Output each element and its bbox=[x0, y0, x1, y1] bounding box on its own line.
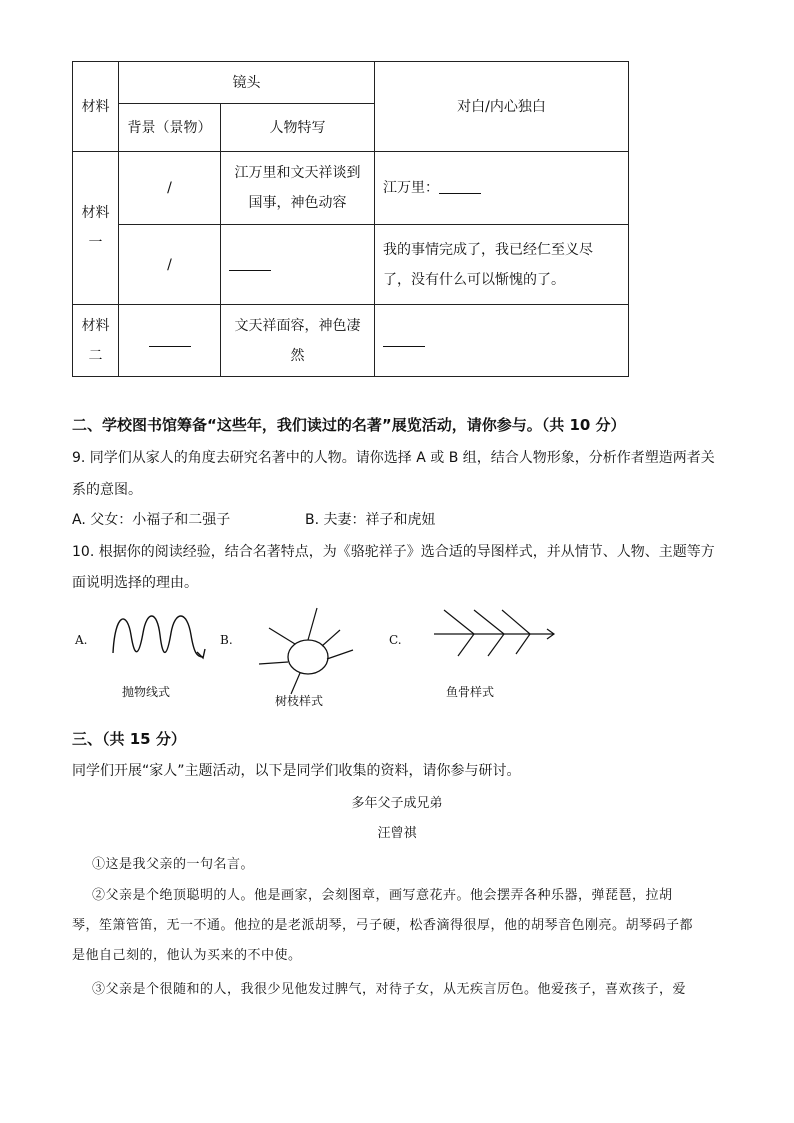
r1-character: 江万里和文天祥谈到国事，神色动容 bbox=[221, 152, 375, 225]
r3-character: 文天祥面容，神色凄然 bbox=[221, 305, 375, 377]
diagram-c-caption: 鱼骨样式 bbox=[446, 685, 495, 699]
option-a: A. 父女：小福子和二强子 bbox=[72, 512, 231, 528]
r3-dialogue bbox=[375, 305, 629, 377]
option-b: B. 夫妻：祥子和虎妞 bbox=[305, 512, 436, 528]
paragraph-1: ①这是我父亲的一句名言。 bbox=[92, 857, 255, 872]
q10-line2: 面说明选择的理由。 bbox=[72, 575, 198, 591]
paragraph-2-line3: 是他自己刻的，他认为买来的不中使。 bbox=[72, 948, 302, 963]
material-header: 材料 bbox=[73, 62, 119, 152]
answer-blank[interactable] bbox=[229, 252, 271, 271]
r1-background: / bbox=[119, 152, 221, 225]
diagram-b-letter: B. bbox=[220, 633, 233, 647]
paragraph-2-line1: ②父亲是个绝顶聪明的人。他是画家，会刻图章，画写意花卉。他会摆弄各种乐器，弹琵琶，拉胡 bbox=[92, 888, 673, 903]
r1-dialogue: 江万里： bbox=[375, 152, 629, 225]
q9-line1: 9. 同学们从家人的角度去研究名著中的人物。请你选择 A 或 B 组，结合人物形象，分析作者塑造两者关 bbox=[72, 450, 715, 466]
section3-intro: 同学们开展“家人”主题活动，以下是同学们收集的资料，请你参与研讨。 bbox=[72, 763, 521, 779]
answer-blank[interactable] bbox=[149, 328, 191, 347]
tree-branch-diagram bbox=[255, 602, 355, 702]
r2-character bbox=[221, 225, 375, 305]
article-author: 汪曾祺 bbox=[377, 826, 417, 841]
lens-header: 镜头 bbox=[119, 62, 375, 104]
background-header: 背景（景物） bbox=[119, 104, 221, 152]
r2-dialogue: 我的事情完成了，我已经仁至义尽了，没有什么可以惭愧的了。 bbox=[375, 225, 629, 305]
article-title: 多年父子成兄弟 bbox=[351, 796, 443, 811]
section3-title: 三、（共 15 分） bbox=[72, 730, 186, 748]
dialogue-header: 对白/内心独白 bbox=[375, 62, 629, 152]
q10-line1: 10. 根据你的阅读经验，结合名著特点，为《骆驼祥子》选合适的导图样式，并从情节、人物、主题等方 bbox=[72, 544, 715, 560]
material-table bbox=[72, 61, 629, 377]
diagram-a-letter: A. bbox=[75, 633, 88, 647]
diagram-c-letter: C. bbox=[389, 633, 402, 647]
fishbone-diagram bbox=[430, 608, 560, 660]
material-two-label: 材料二 bbox=[73, 305, 119, 377]
paragraph-3-line1: ③父亲是个很随和的人，我很少见他发过脾气，对待子女，从无疾言厉色。他爱孩子，喜欢孩子，爱 bbox=[92, 982, 687, 997]
r3-background bbox=[119, 305, 221, 377]
answer-blank[interactable] bbox=[383, 328, 425, 347]
diagram-b-caption: 树枝样式 bbox=[275, 694, 324, 708]
paragraph-2-line2: 琴，笙箫管笛，无一不通。他拉的是老派胡琴，弓子硬，松香滴得很厚，他的胡琴音色刚亮。胡琴码子都 bbox=[72, 918, 694, 933]
section2-title: 二、学校图书馆筹备“这些年，我们读过的名著”展览活动，请你参与。（共 10 分） bbox=[72, 416, 626, 434]
answer-blank[interactable] bbox=[439, 175, 481, 194]
r2-background: / bbox=[119, 225, 221, 305]
q9-line2: 系的意图。 bbox=[72, 482, 142, 498]
material-one-label: 材料一 bbox=[73, 152, 119, 305]
parabola-diagram bbox=[105, 605, 215, 665]
character-header: 人物特写 bbox=[221, 104, 375, 152]
diagram-a-caption: 抛物线式 bbox=[122, 685, 171, 699]
